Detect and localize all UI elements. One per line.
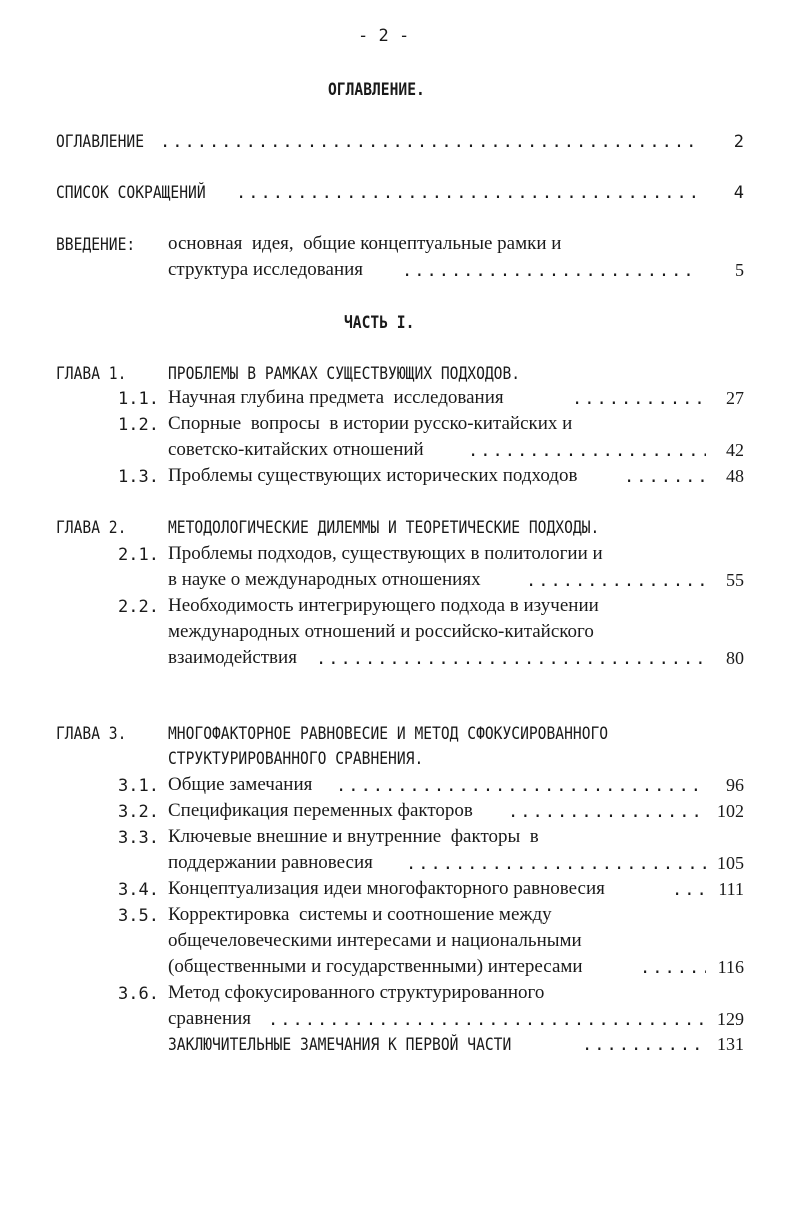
section-number: 2.1. [118,545,159,565]
section-page: 80 [726,648,744,668]
entry-title-line: структура исследования [168,259,364,280]
section-title: Научная глубина предмета исследования [168,387,504,408]
leader-dots [268,1010,706,1030]
leader-dots [160,132,698,152]
leader-dots [336,776,706,796]
section-title: международных отношений и российско-китайского [168,621,594,642]
section-page: 96 [726,775,744,795]
leader-dots [508,802,706,822]
entry-label: СПИСОК СОКРАЩЕНИЙ [56,183,206,203]
leader-dots [316,649,706,669]
chapter-label: ГЛАВА 1. [56,364,127,384]
leader-dots [572,389,706,409]
leader-dots [406,854,706,874]
entry-page: 2 [733,132,744,152]
section-page: 27 [726,388,744,408]
section-title: Необходимость интегрирующего подхода в изучении [168,595,599,616]
section-title: Корректировка системы и соотношение между [168,904,552,925]
section-title: Концептуализация идеи многофакторного равновесия [168,878,605,899]
section-page: 55 [726,570,744,590]
section-title: поддержании равновесия [168,852,373,873]
section-title: общечеловеческими интересами и национальными [168,930,582,951]
chapter-title: ПРОБЛЕМЫ В РАМКАХ СУЩЕСТВУЮЩИХ ПОДХОДОВ. [168,364,521,384]
chapter-title: МНОГОФАКТОРНОЕ РАВНОВЕСИЕ И МЕТОД СФОКУСИРОВАННОГО [168,724,609,744]
chapter-label: ГЛАВА 3. [56,724,127,744]
section-title: (общественными и государственными) интересами [168,956,583,977]
entry-title-line: основная идея, общие концептуальные рамки и [168,233,562,254]
section-title: взаимодействия [168,647,297,668]
section-title: Проблемы существующих исторических подходов [168,465,578,486]
leader-dots [526,571,706,591]
entry-page: 4 [733,183,744,203]
chapter-title: МЕТОДОЛОГИЧЕСКИЕ ДИЛЕММЫ И ТЕОРЕТИЧЕСКИЕ ПОДХОДЫ. [168,518,600,538]
chapter-label: ГЛАВА 2. [56,518,127,538]
section-page: 105 [717,853,744,873]
entry-page: 5 [735,260,744,280]
entry-label: ЗАКЛЮЧИТЕЛЬНЫЕ ЗАМЕЧАНИЯ К ПЕРВОЙ ЧАСТИ [168,1035,512,1055]
section-title: сравнения [168,1008,252,1029]
section-page: 129 [717,1009,744,1029]
section-title: Общие замечания [168,774,313,795]
section-title: Метод сфокусированного структурированного [168,982,545,1003]
section-number: 1.3. [118,467,159,487]
section-number: 2.2. [118,597,159,617]
section-page: 111 [718,879,744,899]
section-number: 3.4. [118,880,159,900]
leader-dots [468,441,706,461]
leader-dots [236,183,698,203]
section-title: в науке о международных отношениях [168,569,481,590]
section-title: Спорные вопросы в истории русско-китайских и [168,413,573,434]
section-number: 1.1. [118,389,159,409]
section-number: 3.5. [118,906,159,926]
section-page: 48 [726,466,744,486]
section-page: 102 [717,801,744,821]
section-page: 42 [726,440,744,460]
leader-dots [402,261,698,281]
entry-label: ОГЛАВЛЕНИЕ [56,132,145,152]
leader-dots [582,1035,706,1055]
page-number: - 2 - [358,26,410,46]
leader-dots [640,958,706,978]
section-number: 1.2. [118,415,159,435]
toc-heading: ОГЛАВЛЕНИЕ. [328,80,425,100]
section-title: Проблемы подходов, существующих в политологии и [168,543,603,564]
section-title: Ключевые внешние и внутренние факторы в [168,826,539,847]
section-title: Спецификация переменных факторов [168,800,473,821]
section-number: 3.2. [118,802,159,822]
section-title: советско-китайских отношений [168,439,424,460]
entry-page: 131 [717,1034,744,1054]
section-number: 3.6. [118,984,159,1004]
entry-label: ВВЕДЕНИЕ: [56,235,136,255]
section-number: 3.3. [118,828,159,848]
section-number: 3.1. [118,776,159,796]
chapter-title: СТРУКТУРИРОВАННОГО СРАВНЕНИЯ. [168,749,424,769]
part-heading: ЧАСТЬ I. [344,313,415,333]
leader-dots [624,467,706,487]
section-page: 116 [717,957,744,977]
